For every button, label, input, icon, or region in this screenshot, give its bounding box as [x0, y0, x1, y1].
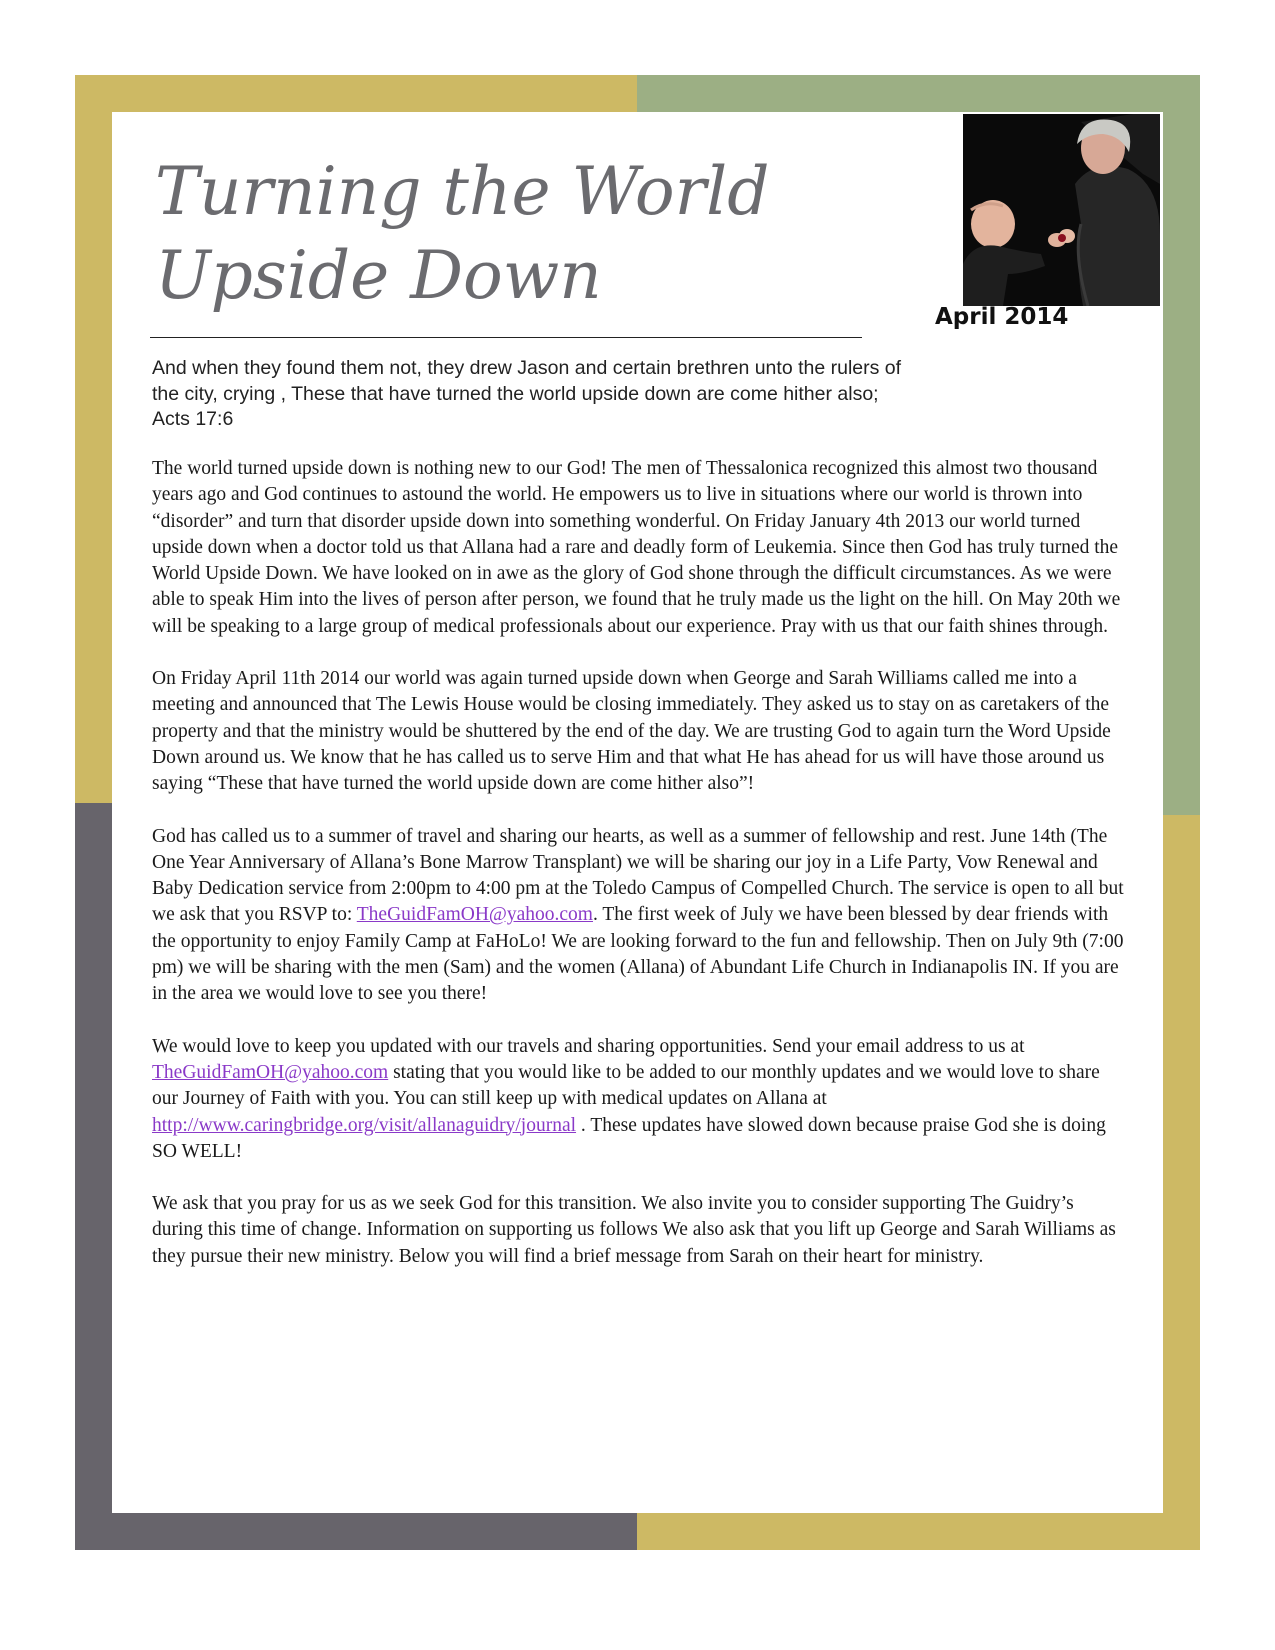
paragraph-4-text-c: . These updates have slowed down because praise God she is doing SO WELL!	[152, 1114, 1106, 1162]
title-divider	[150, 337, 862, 338]
couple-photo-illustration	[963, 114, 1160, 306]
verse-line-2: the city, crying , These that have turned the world upside down are come hither also;	[152, 382, 879, 405]
frame-band-top-left	[75, 75, 637, 112]
verse-line-1: And when they found them not, they drew Jason and certain brethren unto the rulers of	[152, 357, 902, 379]
paragraph-4-text-b: stating that you would like to be added to our monthly updates and we would love to share our Journey of Faith with you. You can still keep up with medical updates on Allana at	[152, 1061, 1100, 1110]
couple-photo	[963, 114, 1160, 306]
paragraph-3	[152, 824, 1124, 1008]
scripture-intro	[152, 356, 1012, 433]
rsvp-email-link[interactable]: TheGuidFamOH@yahoo.com	[356, 904, 593, 926]
paragraph-4-text-a: We would love to keep you updated with our travels and sharing opportunities. Send your email address to us at	[152, 1035, 1025, 1057]
paragraph-4	[152, 1034, 1124, 1165]
verse-reference: Acts 17:6	[152, 408, 234, 430]
frame-band-right-top	[1163, 75, 1200, 815]
frame-band-bottom-right	[637, 1513, 1200, 1550]
paragraph-5: We ask that you pray for us as we seek God for this transition. We also invite you to consider supporting The Guidry’s during this time of change. Information on supporting us follows We also ask that you lift up George and Sarah Williams as they pursue their new ministry. Below you will find a brief message from Sarah on their heart for ministry.	[152, 1193, 1116, 1267]
updates-email-link[interactable]: TheGuidFamOH@yahoo.com	[152, 1061, 389, 1083]
page-title	[155, 150, 855, 318]
paragraph-1: The world turned upside down is nothing new to our God! The men of Thessalonica recognized this almost two thousand years ago and God continues to astound the world. He empowers us to live in situations where our world is thrown into “disorder” and turn that disorder upside down into something wonderful. On Friday January 4th 2013 our world turned upside down when a doctor told us that Allana had a rare and deadly form of Leukemia. Since then God has truly turned the World Upside Down. We have looked on in awe as the glory of God shone through the difficult circumstances. As we were able to speak Him into the lives of person after person, we found that he truly made us the light on the hill. On May 20th we will be speaking to a large group of medical professionals about our experience. Pray with us that our faith shines through.	[152, 458, 1121, 637]
paragraph-3-text-b: . The first week of July we have been blessed by dear friends with the opportunity to enjoy Family Camp at FaHoLo! We are looking forward to the fun and fellowship. Then on July 9th (7:00 pm) we will be sharing with the men (Sam) and the women (Allana) of Abundant Life Church in Indianapolis IN. If you are in the area we would love to see you there!	[152, 904, 1124, 1005]
frame-band-left-top	[75, 75, 112, 803]
title-line-2: Upside Down	[155, 237, 602, 314]
paragraph-2: On Friday April 11th 2014 our world was again turned upside down when George and Sarah Williams called me into a meeting and announced that The Lewis House would be closing immediately. They asked us to stay on as caretakers of the property and that the ministry would be shuttered by the end of the day. We are trusting God to again turn the Word Upside Down around us. We know that he has called us to serve Him and that what He has ahead for us will have those around us saying “These that have turned the world upside down are come hither also”!	[152, 668, 1111, 795]
article-body	[152, 456, 1124, 1296]
frame-band-left-bottom	[75, 803, 112, 1550]
frame-band-right-bottom	[1163, 815, 1200, 1550]
frame-band-top-right	[637, 75, 1200, 112]
title-line-1: Turning the World	[155, 153, 770, 230]
caringbridge-link[interactable]: http://www.caringbridge.org/visit/allanaguidry/journal	[152, 1114, 577, 1136]
frame-band-bottom-left	[75, 1513, 637, 1550]
issue-date: April 2014	[935, 304, 1069, 330]
paragraph-3-text-a: God has called us to a summer of travel and sharing our hearts, as well as a summer of fellowship and rest. June 14th (The One Year Anniversary of Allana’s Bone Marrow Transplant) we will be sharing our joy in a Life Party, Vow Renewal and Baby Dedication service from 2:00pm to 4:00 pm at the Toledo Campus of Compelled Church. The service is open to all but we ask that you RSVP to:	[152, 825, 1124, 926]
